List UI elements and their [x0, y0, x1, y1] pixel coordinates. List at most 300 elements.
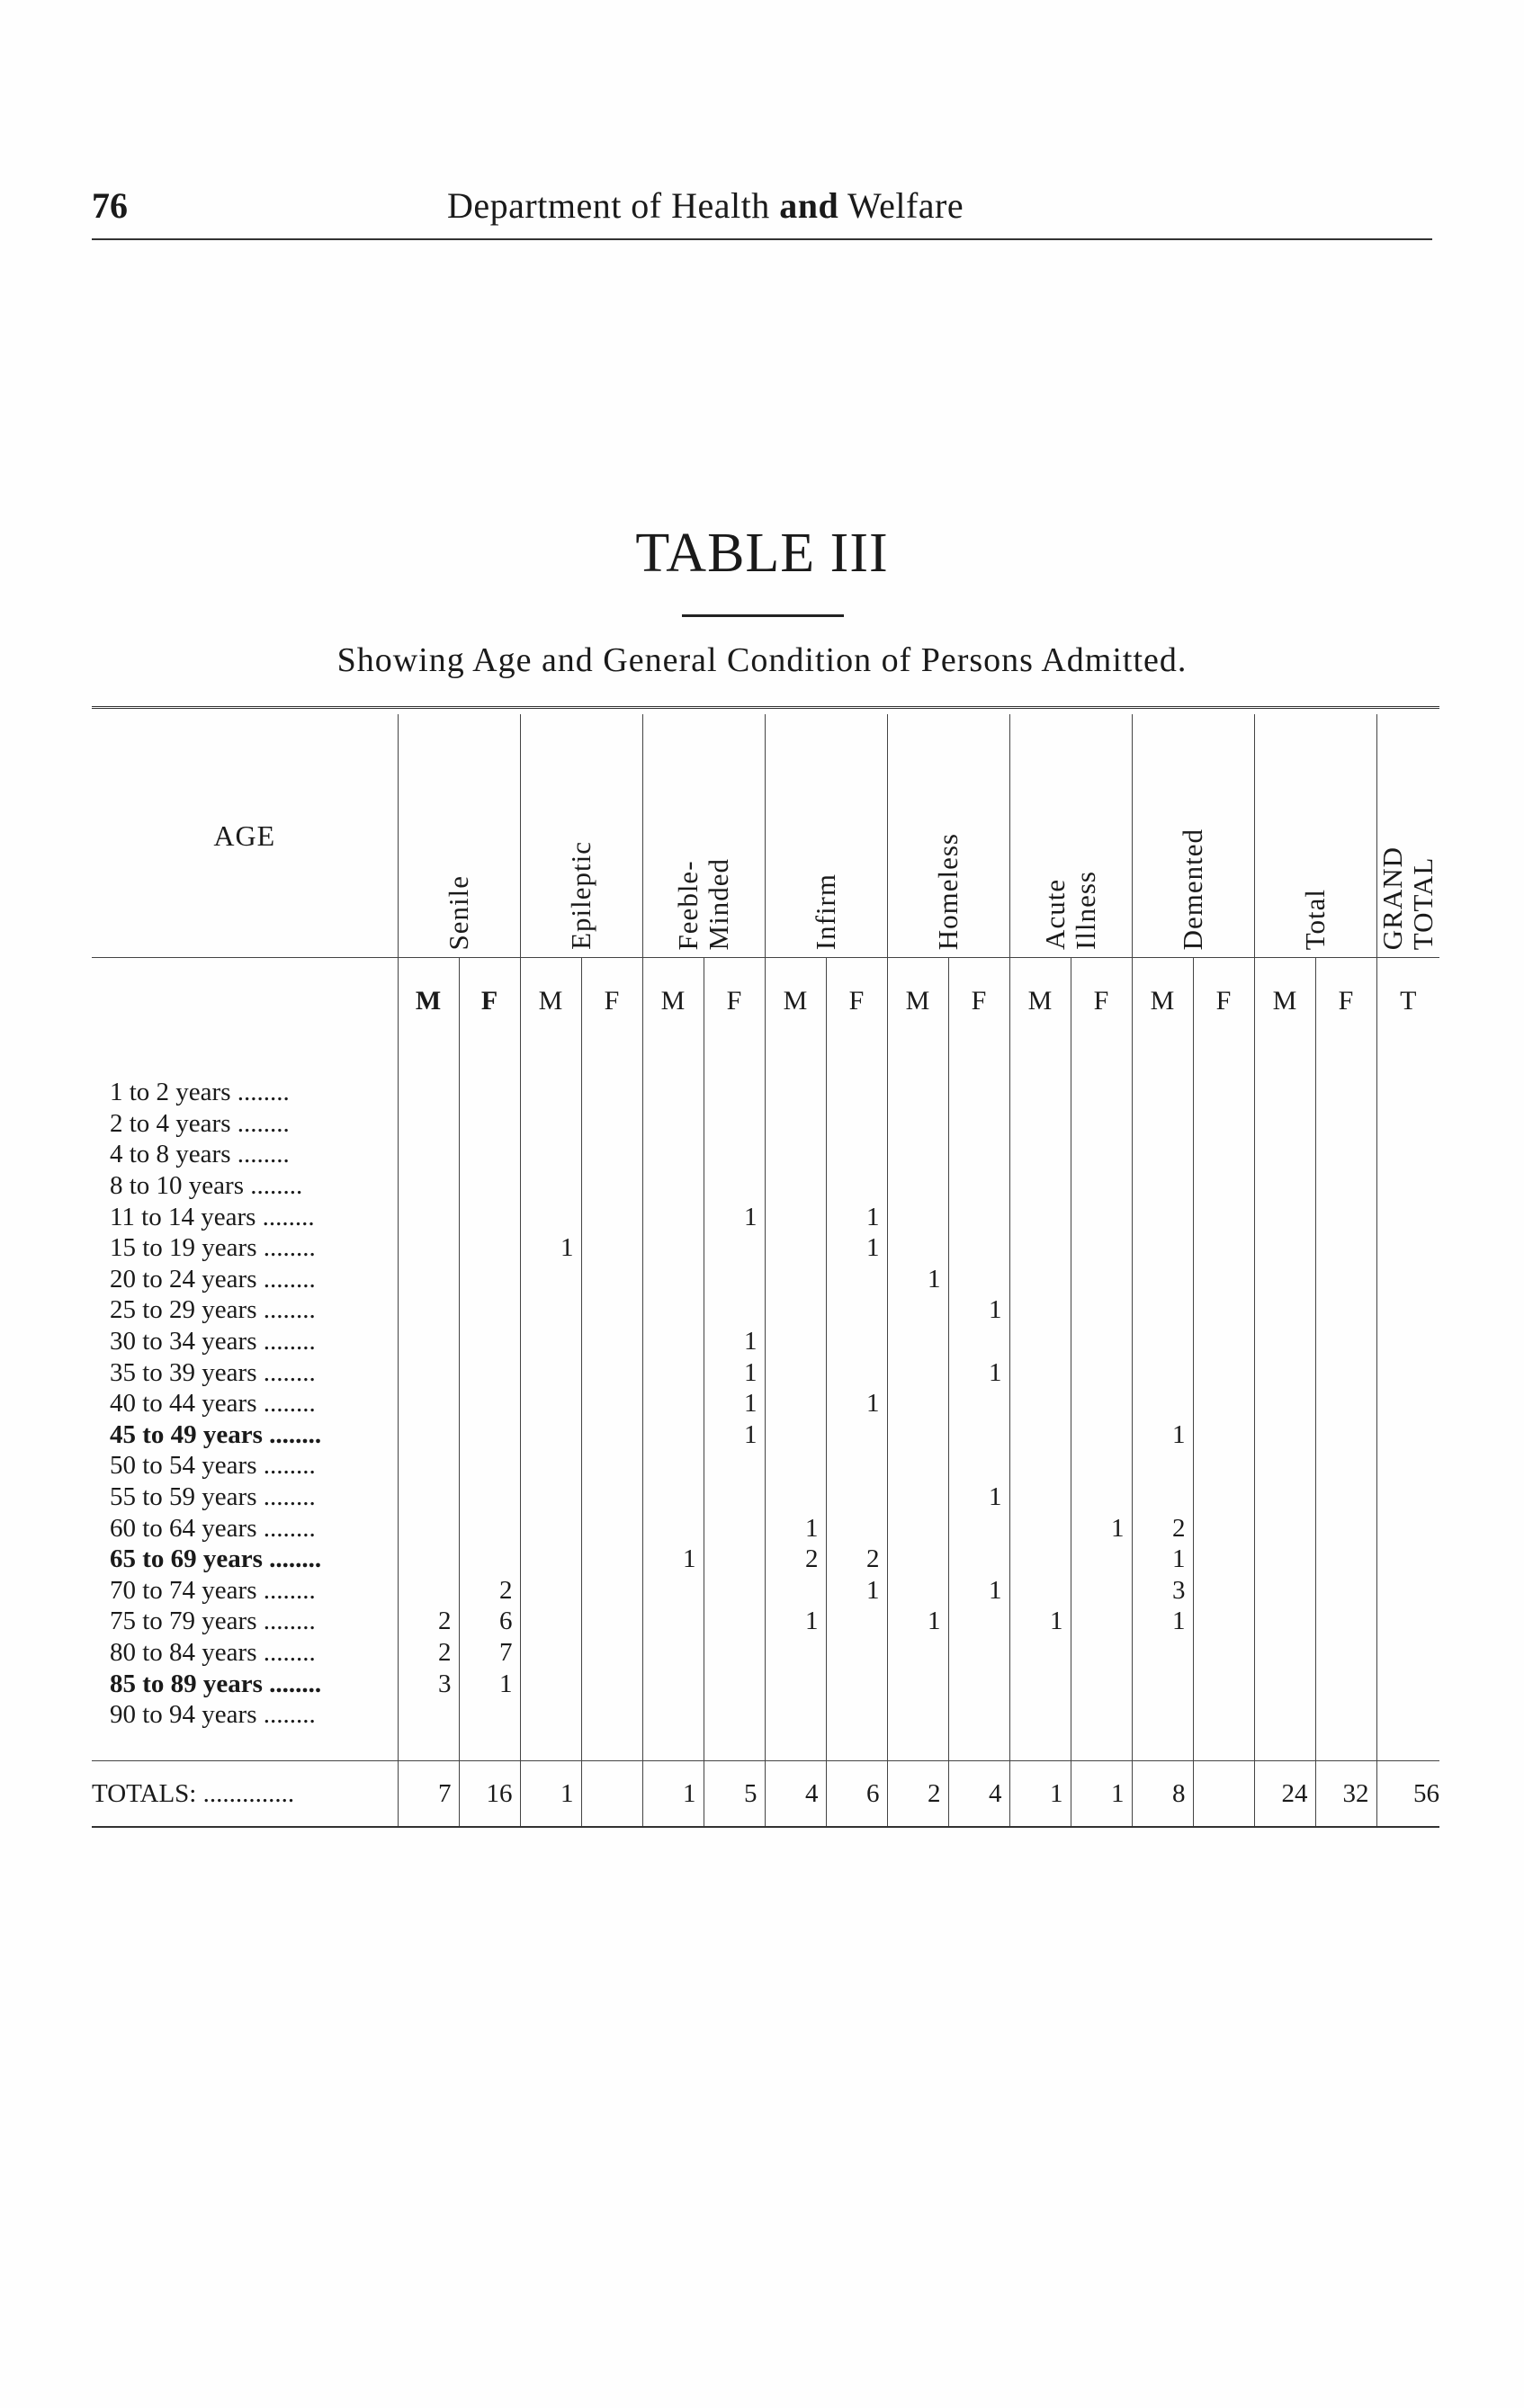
count-cell	[581, 1450, 642, 1482]
count-cell	[459, 1139, 520, 1170]
count-cell	[520, 1544, 581, 1575]
count-cell	[1193, 1482, 1254, 1513]
spacer-cell	[765, 1730, 826, 1761]
count-cell: 1	[642, 1544, 704, 1575]
count-cell	[765, 1419, 826, 1451]
count-cell	[1193, 1388, 1254, 1419]
count-cell	[1193, 1139, 1254, 1170]
count-cell	[1376, 1108, 1439, 1140]
count-cell	[520, 1388, 581, 1419]
count-cell	[398, 1419, 459, 1451]
category-header-total	[1254, 714, 1376, 958]
count-cell	[1315, 1326, 1376, 1357]
count-cell	[948, 1419, 1009, 1451]
count-cell	[887, 1388, 948, 1419]
count-cell	[1071, 1077, 1132, 1108]
category-label: Feeble- Minded	[672, 857, 734, 950]
count-cell	[642, 1482, 704, 1513]
count-cell	[704, 1264, 765, 1295]
age-column-header: AGE	[213, 819, 276, 852]
count-cell	[1315, 1108, 1376, 1140]
spacer-cell	[1376, 1730, 1439, 1761]
count-cell	[1009, 1575, 1071, 1607]
count-cell	[459, 1356, 520, 1388]
count-cell	[1254, 1512, 1315, 1544]
count-cell	[826, 1108, 887, 1140]
count-cell	[1254, 1139, 1315, 1170]
spacer-cell	[459, 1044, 520, 1077]
count-cell	[1254, 1232, 1315, 1264]
table-row	[92, 1637, 1439, 1669]
count-cell	[1193, 1326, 1254, 1357]
count-cell	[1071, 1668, 1132, 1699]
count-cell	[826, 1450, 887, 1482]
category-label: Homeless	[932, 832, 964, 950]
count-cell	[1132, 1388, 1193, 1419]
table-row	[92, 1388, 1439, 1419]
count-cell	[1376, 1668, 1439, 1699]
count-cell	[1315, 1294, 1376, 1326]
age-range-label: 15 to 19 years ........	[110, 1233, 316, 1263]
count-cell	[459, 1419, 520, 1451]
count-cell	[581, 1139, 642, 1170]
count-cell	[581, 1232, 642, 1264]
count-cell	[398, 1512, 459, 1544]
count-cell	[520, 1170, 581, 1202]
spacer-cell	[704, 1730, 765, 1761]
count-cell: 1	[826, 1388, 887, 1419]
count-cell	[642, 1326, 704, 1357]
totals-row	[92, 1761, 1439, 1828]
count-cell	[398, 1699, 459, 1731]
table-row	[92, 1544, 1439, 1575]
count-cell	[1193, 1668, 1254, 1699]
category-header-homeless	[887, 714, 1009, 958]
count-cell: 6	[459, 1606, 520, 1637]
spacer-cell	[826, 1044, 887, 1077]
count-cell	[1193, 1450, 1254, 1482]
total-cell: 8	[1132, 1761, 1193, 1828]
age-range-label: 35 to 39 years ........	[110, 1357, 316, 1387]
count-cell	[1009, 1232, 1071, 1264]
count-cell	[826, 1512, 887, 1544]
count-cell	[765, 1108, 826, 1140]
count-cell	[398, 1356, 459, 1388]
sex-header-f: F	[1071, 958, 1132, 1045]
count-cell	[765, 1668, 826, 1699]
count-cell: 1	[887, 1264, 948, 1295]
sex-header-m: M	[642, 958, 704, 1045]
count-cell	[520, 1356, 581, 1388]
table-row	[92, 1450, 1439, 1482]
count-cell	[765, 1232, 826, 1264]
count-cell	[887, 1077, 948, 1108]
age-range-label: 85 to 89 years ........	[110, 1669, 322, 1698]
count-cell: 1	[704, 1356, 765, 1388]
sex-header-t: T	[1376, 958, 1439, 1045]
count-cell	[1254, 1388, 1315, 1419]
count-cell	[1132, 1668, 1193, 1699]
age-range-label: 20 to 24 years ........	[110, 1264, 316, 1294]
table-row	[92, 1419, 1439, 1451]
spacer-cell	[765, 1044, 826, 1077]
count-cell	[1071, 1544, 1132, 1575]
count-cell	[948, 1170, 1009, 1202]
count-cell: 1	[948, 1482, 1009, 1513]
count-cell	[948, 1544, 1009, 1575]
table-row	[92, 1699, 1439, 1731]
count-cell	[887, 1326, 948, 1357]
count-cell	[642, 1699, 704, 1731]
count-cell	[1009, 1388, 1071, 1419]
count-cell	[1009, 1294, 1071, 1326]
count-cell	[826, 1356, 887, 1388]
count-cell	[520, 1450, 581, 1482]
running-head-part: Department of Health	[447, 185, 780, 226]
count-cell	[887, 1699, 948, 1731]
count-cell	[642, 1606, 704, 1637]
count-cell: 7	[459, 1637, 520, 1669]
category-label: Epileptic	[565, 841, 596, 950]
count-cell	[459, 1201, 520, 1232]
table-row	[92, 1232, 1439, 1264]
count-cell	[826, 1482, 887, 1513]
count-cell	[948, 1077, 1009, 1108]
count-cell	[1315, 1264, 1376, 1295]
count-cell	[1376, 1637, 1439, 1669]
count-cell	[1254, 1108, 1315, 1140]
count-cell	[459, 1108, 520, 1140]
count-cell	[398, 1201, 459, 1232]
count-cell	[1009, 1482, 1071, 1513]
count-cell	[1071, 1294, 1132, 1326]
count-cell	[704, 1232, 765, 1264]
count-cell	[826, 1606, 887, 1637]
spacer-cell	[887, 1044, 948, 1077]
count-cell	[1254, 1201, 1315, 1232]
count-cell: 3	[398, 1668, 459, 1699]
total-cell: 7	[398, 1761, 459, 1828]
total-cell: 32	[1315, 1761, 1376, 1828]
count-cell	[1376, 1699, 1439, 1731]
count-cell	[1376, 1512, 1439, 1544]
sex-header-m: M	[1132, 958, 1193, 1045]
count-cell	[1376, 1077, 1439, 1108]
count-cell	[765, 1077, 826, 1108]
count-cell	[826, 1264, 887, 1295]
count-cell: 1	[948, 1356, 1009, 1388]
count-cell	[1254, 1450, 1315, 1482]
count-cell	[520, 1512, 581, 1544]
sex-header-m: M	[398, 958, 459, 1045]
count-cell	[1315, 1544, 1376, 1575]
count-cell	[826, 1170, 887, 1202]
sex-header-f: F	[704, 958, 765, 1045]
count-cell	[581, 1356, 642, 1388]
count-cell	[887, 1512, 948, 1544]
table-row	[92, 1170, 1439, 1202]
count-cell	[1376, 1326, 1439, 1357]
title-rule	[682, 614, 844, 617]
count-cell	[887, 1637, 948, 1669]
spacer-cell	[1009, 1044, 1071, 1077]
count-cell	[1132, 1326, 1193, 1357]
running-head-bold-part: and	[779, 185, 839, 226]
count-cell	[826, 1326, 887, 1357]
count-cell	[765, 1356, 826, 1388]
count-cell	[1009, 1170, 1071, 1202]
table-row	[92, 1294, 1439, 1326]
count-cell	[887, 1575, 948, 1607]
spacer-cell	[1193, 1730, 1254, 1761]
age-condition-table	[92, 706, 1439, 1831]
category-header-senile	[398, 714, 520, 958]
page-number: 76	[92, 185, 128, 226]
spacer-cell	[948, 1044, 1009, 1077]
age-range-label: 75 to 79 years ........	[110, 1607, 316, 1636]
count-cell	[1009, 1544, 1071, 1575]
count-cell	[1254, 1264, 1315, 1295]
bottom-rule	[92, 1827, 1439, 1831]
count-cell	[520, 1637, 581, 1669]
data-table-wrapper	[92, 706, 1439, 1831]
count-cell	[1071, 1264, 1132, 1295]
count-cell	[520, 1108, 581, 1140]
count-cell	[948, 1326, 1009, 1357]
count-cell	[1009, 1699, 1071, 1731]
table-row	[92, 1201, 1439, 1232]
table-row	[92, 1575, 1439, 1607]
table-row	[92, 1264, 1439, 1295]
total-cell: 6	[826, 1761, 887, 1828]
count-cell	[1009, 1264, 1071, 1295]
sex-header-m: M	[887, 958, 948, 1045]
total-cell: 4	[948, 1761, 1009, 1828]
count-cell	[1315, 1575, 1376, 1607]
count-cell	[948, 1139, 1009, 1170]
count-cell	[1009, 1077, 1071, 1108]
count-cell	[581, 1668, 642, 1699]
count-cell	[1071, 1482, 1132, 1513]
count-cell	[1254, 1326, 1315, 1357]
count-cell	[398, 1170, 459, 1202]
category-header-infirm	[765, 714, 887, 958]
spacer-cell	[642, 1730, 704, 1761]
age-range-label: 30 to 34 years ........	[110, 1327, 316, 1356]
count-cell	[642, 1264, 704, 1295]
count-cell	[1315, 1201, 1376, 1232]
count-cell	[581, 1606, 642, 1637]
count-cell	[1193, 1356, 1254, 1388]
sex-header-m: M	[1009, 958, 1071, 1045]
category-label: Infirm	[810, 873, 841, 950]
count-cell	[704, 1108, 765, 1140]
count-cell	[398, 1482, 459, 1513]
sex-header-f: F	[1193, 958, 1254, 1045]
sex-header-f: F	[459, 958, 520, 1045]
count-cell	[1315, 1668, 1376, 1699]
count-cell	[642, 1108, 704, 1140]
count-cell	[1009, 1512, 1071, 1544]
age-range-label: 1 to 2 years ........	[110, 1078, 290, 1107]
age-range-label: 60 to 64 years ........	[110, 1513, 316, 1543]
count-cell	[1254, 1077, 1315, 1108]
count-cell	[1009, 1201, 1071, 1232]
age-range-label: 2 to 4 years ........	[110, 1108, 290, 1138]
count-cell: 1	[887, 1606, 948, 1637]
total-cell: 1	[1071, 1761, 1132, 1828]
spacer-cell	[1009, 1730, 1071, 1761]
count-cell	[1071, 1699, 1132, 1731]
age-range-label: 50 to 54 years ........	[110, 1451, 316, 1481]
spacer-cell	[1132, 1730, 1193, 1761]
count-cell	[398, 1388, 459, 1419]
count-cell	[1254, 1294, 1315, 1326]
count-cell	[948, 1232, 1009, 1264]
count-cell	[581, 1264, 642, 1295]
count-cell: 1	[948, 1575, 1009, 1607]
spacer-cell	[1315, 1730, 1376, 1761]
count-cell	[1132, 1482, 1193, 1513]
total-cell: 1	[520, 1761, 581, 1828]
count-cell	[948, 1264, 1009, 1295]
running-head	[447, 184, 964, 227]
count-cell	[581, 1077, 642, 1108]
count-cell	[887, 1232, 948, 1264]
count-cell	[1315, 1232, 1376, 1264]
count-cell: 2	[459, 1575, 520, 1607]
spacer-cell	[1071, 1730, 1132, 1761]
count-cell	[887, 1544, 948, 1575]
spacer-cell	[1376, 1044, 1439, 1077]
count-cell	[948, 1201, 1009, 1232]
category-label: Acute Illness	[1039, 871, 1101, 950]
count-cell	[704, 1294, 765, 1326]
sex-header-m: M	[1254, 958, 1315, 1045]
count-cell	[398, 1575, 459, 1607]
age-range-label: 4 to 8 years ........	[110, 1140, 290, 1169]
count-cell	[1009, 1139, 1071, 1170]
count-cell	[1132, 1232, 1193, 1264]
count-cell	[826, 1699, 887, 1731]
table-row	[92, 1512, 1439, 1544]
count-cell	[459, 1326, 520, 1357]
count-cell	[765, 1450, 826, 1482]
count-cell	[1193, 1108, 1254, 1140]
count-cell	[948, 1450, 1009, 1482]
count-cell	[1071, 1450, 1132, 1482]
count-cell	[459, 1388, 520, 1419]
count-cell	[1315, 1450, 1376, 1482]
spacer-cell	[1071, 1044, 1132, 1077]
count-cell	[765, 1326, 826, 1357]
count-cell: 3	[1132, 1575, 1193, 1607]
count-cell	[765, 1264, 826, 1295]
total-cell	[1193, 1761, 1254, 1828]
sex-header-f: F	[826, 958, 887, 1045]
count-cell	[642, 1294, 704, 1326]
table-row	[92, 1108, 1439, 1140]
count-cell	[765, 1294, 826, 1326]
count-cell	[704, 1544, 765, 1575]
count-cell	[1376, 1606, 1439, 1637]
count-cell	[642, 1170, 704, 1202]
count-cell	[581, 1575, 642, 1607]
count-cell	[459, 1482, 520, 1513]
count-cell: 1	[1009, 1606, 1071, 1637]
count-cell	[1315, 1388, 1376, 1419]
count-cell	[1315, 1699, 1376, 1731]
count-cell	[704, 1077, 765, 1108]
count-cell	[1071, 1637, 1132, 1669]
count-cell	[581, 1699, 642, 1731]
count-cell	[1376, 1201, 1439, 1232]
count-cell	[765, 1637, 826, 1669]
count-cell	[1254, 1482, 1315, 1513]
count-cell	[1376, 1419, 1439, 1451]
count-cell: 1	[765, 1512, 826, 1544]
count-cell	[765, 1170, 826, 1202]
count-cell: 1	[704, 1201, 765, 1232]
count-cell	[398, 1294, 459, 1326]
count-cell	[642, 1388, 704, 1419]
count-cell	[1254, 1668, 1315, 1699]
count-cell	[1193, 1294, 1254, 1326]
count-cell	[581, 1294, 642, 1326]
count-cell	[1009, 1450, 1071, 1482]
count-cell	[642, 1419, 704, 1451]
count-cell	[887, 1294, 948, 1326]
count-cell	[1193, 1637, 1254, 1669]
count-cell	[1376, 1232, 1439, 1264]
spacer-cell	[1315, 1044, 1376, 1077]
spacer-cell	[948, 1730, 1009, 1761]
spacer-cell	[520, 1730, 581, 1761]
count-cell	[1193, 1170, 1254, 1202]
count-cell: 1	[1071, 1512, 1132, 1544]
spacer-cell	[1132, 1044, 1193, 1077]
count-cell	[1376, 1139, 1439, 1170]
age-range-label: 80 to 84 years ........	[110, 1637, 316, 1667]
count-cell	[1315, 1139, 1376, 1170]
spacer-cell	[92, 1044, 398, 1077]
count-cell	[642, 1232, 704, 1264]
count-cell	[398, 1077, 459, 1108]
count-cell	[1315, 1170, 1376, 1202]
count-cell	[459, 1264, 520, 1295]
spacer-cell	[1193, 1044, 1254, 1077]
count-cell	[1376, 1294, 1439, 1326]
age-range-label: 40 to 44 years ........	[110, 1389, 316, 1419]
count-cell	[1376, 1388, 1439, 1419]
count-cell	[887, 1668, 948, 1699]
count-cell	[459, 1232, 520, 1264]
count-cell	[704, 1637, 765, 1669]
count-cell	[765, 1201, 826, 1232]
count-cell	[398, 1108, 459, 1140]
spacer-cell	[1254, 1730, 1315, 1761]
count-cell	[581, 1326, 642, 1357]
count-cell	[1315, 1077, 1376, 1108]
count-cell	[765, 1575, 826, 1607]
count-cell: 2	[826, 1544, 887, 1575]
total-cell: 4	[765, 1761, 826, 1828]
running-head-part: Welfare	[838, 185, 964, 226]
category-header-feeble-minded	[642, 714, 765, 958]
count-cell	[642, 1077, 704, 1108]
count-cell	[1132, 1108, 1193, 1140]
count-cell	[1315, 1637, 1376, 1669]
